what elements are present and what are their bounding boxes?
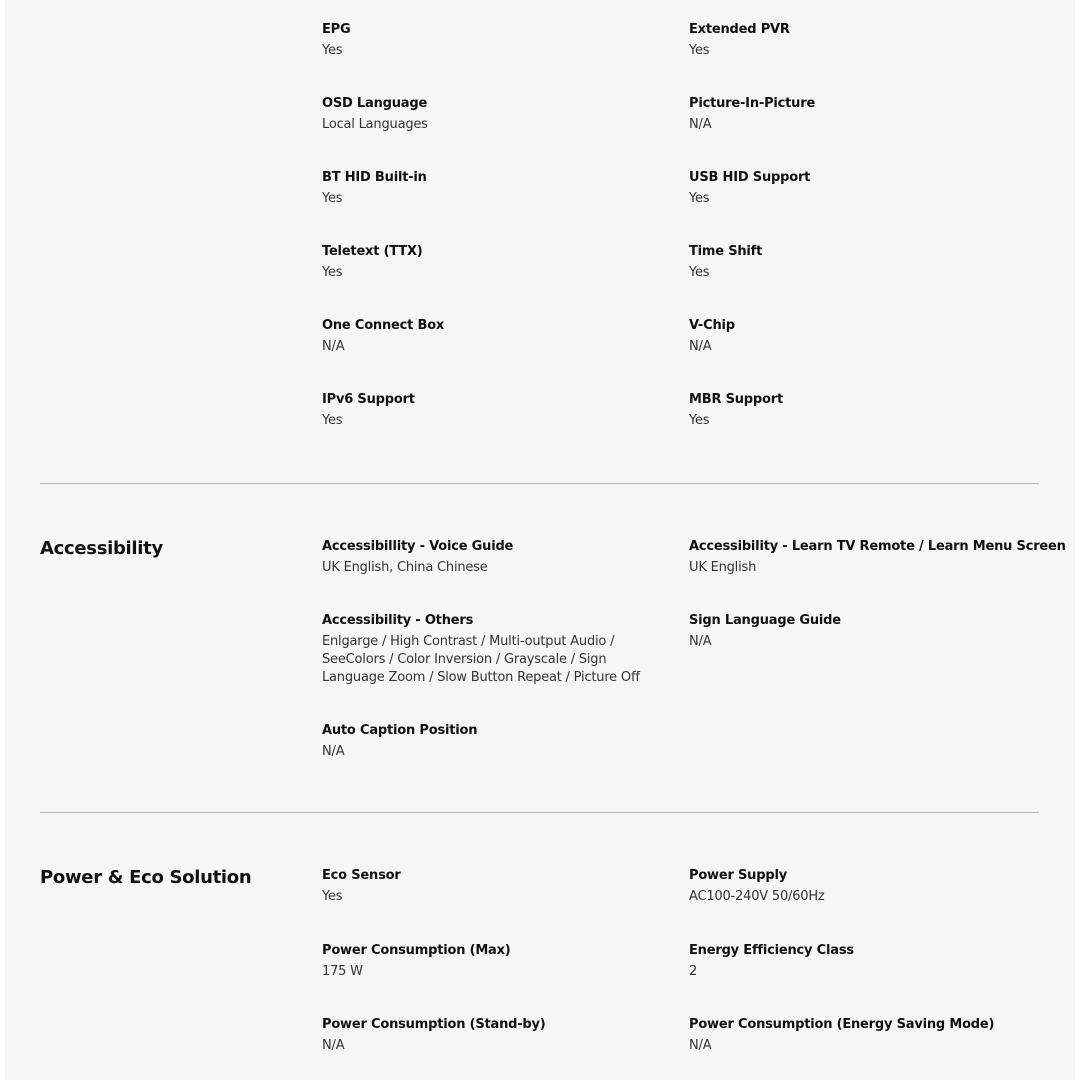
spec-epg: [322, 21, 662, 60]
spec-learn-tv-remote: [689, 538, 1066, 577]
spec-bt-hid: [322, 169, 662, 208]
spec-osd-language: [322, 95, 662, 134]
spec-value: Yes: [689, 413, 710, 428]
spec-label: Eco Sensor: [322, 868, 401, 883]
spec-energy-efficiency-class: [689, 942, 1029, 981]
spec-label: Energy Efficiency Class: [689, 943, 854, 958]
spec-value: Yes: [322, 413, 343, 428]
spec-value: Enlgarge / High Contrast / Multi-output Audio / SeeColors / Color Inversion / Grayscale / Sign Language Zoom / Slow Button Repeat / Picture Off: [322, 634, 640, 685]
spec-power-consumption-energy-saving: [689, 1016, 1029, 1055]
spec-value: 175 W: [322, 964, 363, 979]
spec-value: N/A: [689, 117, 712, 132]
spec-label: USB HID Support: [689, 170, 811, 185]
spec-label: Power Consumption (Energy Saving Mode): [689, 1017, 995, 1032]
spec-label: V-Chip: [689, 318, 735, 333]
spec-power-supply: [689, 867, 1029, 906]
spec-label: One Connect Box: [322, 318, 445, 333]
spec-power-consumption-standby: [322, 1016, 662, 1055]
spec-value: 2: [689, 964, 698, 979]
spec-usb-hid: [689, 169, 1029, 208]
spec-value: N/A: [322, 744, 345, 759]
spec-value: Yes: [322, 43, 343, 58]
spec-label: Sign Language Guide: [689, 613, 841, 628]
spec-teletext: [322, 243, 662, 282]
spec-value: Yes: [322, 889, 343, 904]
spec-ipv6-support: [322, 391, 662, 430]
section-title-accessibility: Accessibility: [40, 538, 163, 559]
spec-label: OSD Language: [322, 96, 428, 111]
spec-value: N/A: [689, 339, 712, 354]
spec-label: Power Supply: [689, 868, 787, 883]
spec-label: IPv6 Support: [322, 392, 415, 407]
spec-page: [5, 0, 1075, 1080]
spec-voice-guide: [322, 538, 662, 577]
spec-label: Extended PVR: [689, 22, 790, 37]
spec-picture-in-picture: [689, 95, 1029, 134]
spec-accessibility-others: [322, 612, 662, 687]
spec-label: BT HID Built-in: [322, 170, 427, 185]
section-divider: [40, 483, 1039, 484]
spec-mbr-support: [689, 391, 1029, 430]
spec-value: Local Languages: [322, 117, 428, 132]
spec-label: Accessibillity - Voice Guide: [322, 539, 514, 554]
spec-value: N/A: [322, 339, 345, 354]
section-title-power-eco: Power & Eco Solution: [40, 867, 252, 888]
section-divider: [40, 812, 1039, 813]
spec-auto-caption-position: [322, 722, 662, 761]
spec-eco-sensor: [322, 867, 662, 906]
spec-label: Power Consumption (Max): [322, 943, 511, 958]
spec-value: Yes: [689, 43, 710, 58]
spec-value: N/A: [689, 634, 712, 649]
spec-extended-pvr: [689, 21, 1029, 60]
spec-value: N/A: [322, 1038, 345, 1053]
spec-value: Yes: [689, 265, 710, 280]
spec-value: AC100-240V 50/60Hz: [689, 889, 825, 904]
spec-label: EPG: [322, 22, 351, 37]
spec-value: Yes: [322, 191, 343, 206]
spec-label: Teletext (TTX): [322, 244, 423, 259]
spec-label: Picture-In-Picture: [689, 96, 816, 111]
spec-sign-language-guide: [689, 612, 1029, 651]
spec-power-consumption-max: [322, 942, 662, 981]
spec-label: Accessibility - Learn TV Remote / Learn Menu Screen: [689, 539, 1066, 554]
spec-label: Accessibility - Others: [322, 613, 474, 628]
spec-time-shift: [689, 243, 1029, 282]
spec-value: Yes: [322, 265, 343, 280]
spec-v-chip: [689, 317, 1029, 356]
spec-value: UK English, China Chinese: [322, 560, 488, 575]
spec-value: N/A: [689, 1038, 712, 1053]
spec-label: Auto Caption Position: [322, 723, 478, 738]
spec-label: Power Consumption (Stand-by): [322, 1017, 546, 1032]
spec-value: Yes: [689, 191, 710, 206]
spec-one-connect-box: [322, 317, 662, 356]
spec-label: MBR Support: [689, 392, 783, 407]
spec-label: Time Shift: [689, 244, 763, 259]
spec-value: UK English: [689, 560, 757, 575]
